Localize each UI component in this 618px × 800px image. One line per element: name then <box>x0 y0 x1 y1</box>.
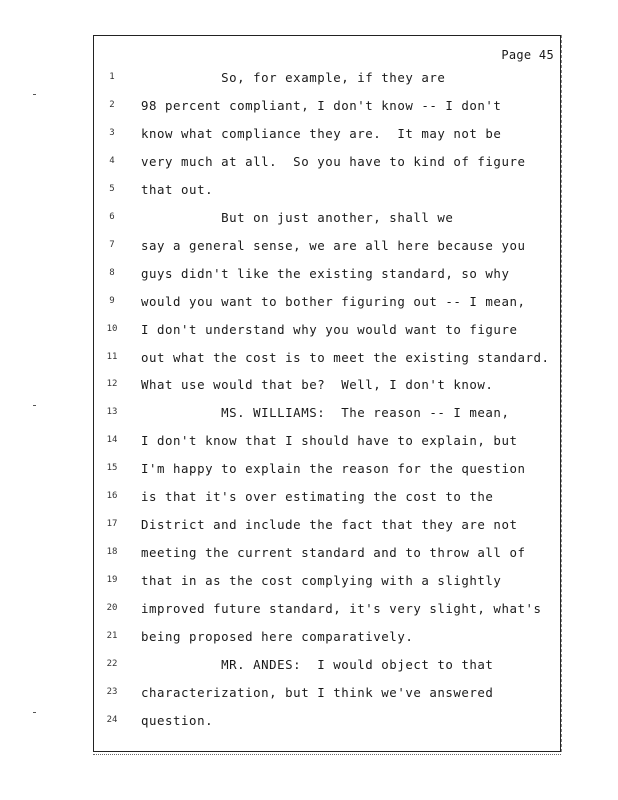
page-number-header: Page 45 <box>501 48 554 62</box>
line-number: 2 <box>109 100 115 110</box>
line-number: 18 <box>106 547 118 557</box>
transcript-line: District and include the fact that they are not <box>141 517 518 532</box>
margin-mark <box>33 405 36 406</box>
transcript-line: I don't know that I should have to explain, but <box>141 433 518 448</box>
line-number: 11 <box>106 352 118 362</box>
transcript-line: meeting the current standard and to throw all of <box>141 545 526 560</box>
transcript-line: being proposed here comparatively. <box>141 629 414 644</box>
line-number: 19 <box>106 575 118 585</box>
transcript-line: 98 percent compliant, I don't know -- I don't <box>141 98 502 113</box>
line-number: 10 <box>106 324 118 334</box>
transcript-line: guys didn't like the existing standard, so why <box>141 266 510 281</box>
line-number: 21 <box>106 631 118 641</box>
line-number: 14 <box>106 435 118 445</box>
line-number: 23 <box>106 687 118 697</box>
transcript-page <box>93 35 561 752</box>
scan-edge-bottom <box>93 754 561 756</box>
transcript-line: very much at all. So you have to kind of figure <box>141 154 526 169</box>
line-number: 15 <box>106 463 118 473</box>
line-number: 7 <box>109 240 115 250</box>
transcript-line: that in as the cost complying with a slightly <box>141 573 502 588</box>
transcript-line: that out. <box>141 182 214 197</box>
line-number: 6 <box>109 212 115 222</box>
line-number: 12 <box>106 379 118 389</box>
transcript-line: would you want to bother figuring out -- I mean, <box>141 294 526 309</box>
line-number: 4 <box>109 156 115 166</box>
transcript-line: MR. ANDES: I would object to that <box>141 657 494 672</box>
transcript-line: I'm happy to explain the reason for the question <box>141 461 526 476</box>
line-number: 1 <box>109 72 115 82</box>
transcript-line: But on just another, shall we <box>141 210 454 225</box>
transcript-line: MS. WILLIAMS: The reason -- I mean, <box>141 405 510 420</box>
line-number: 8 <box>109 268 115 278</box>
transcript-line: improved future standard, it's very slight, what's <box>141 601 542 616</box>
line-number: 5 <box>109 184 115 194</box>
line-number: 24 <box>106 715 118 725</box>
transcript-line: I don't understand why you would want to figure <box>141 322 518 337</box>
line-number: 22 <box>106 659 118 669</box>
transcript-line: is that it's over estimating the cost to the <box>141 489 494 504</box>
line-number: 17 <box>106 519 118 529</box>
line-number: 3 <box>109 128 115 138</box>
transcript-line: say a general sense, we are all here because you <box>141 238 526 253</box>
line-number: 9 <box>109 296 115 306</box>
scan-edge-right <box>561 35 563 752</box>
margin-mark <box>33 94 36 95</box>
transcript-line: know what compliance they are. It may not be <box>141 126 502 141</box>
transcript-line: So, for example, if they are <box>141 70 446 85</box>
line-number: 16 <box>106 491 118 501</box>
transcript-line: question. <box>141 713 214 728</box>
line-number: 13 <box>106 407 118 417</box>
transcript-line: characterization, but I think we've answered <box>141 685 494 700</box>
transcript-line: out what the cost is to meet the existing standard. <box>141 350 550 365</box>
line-number: 20 <box>106 603 118 613</box>
transcript-line: What use would that be? Well, I don't know. <box>141 377 494 392</box>
margin-mark <box>33 712 36 713</box>
